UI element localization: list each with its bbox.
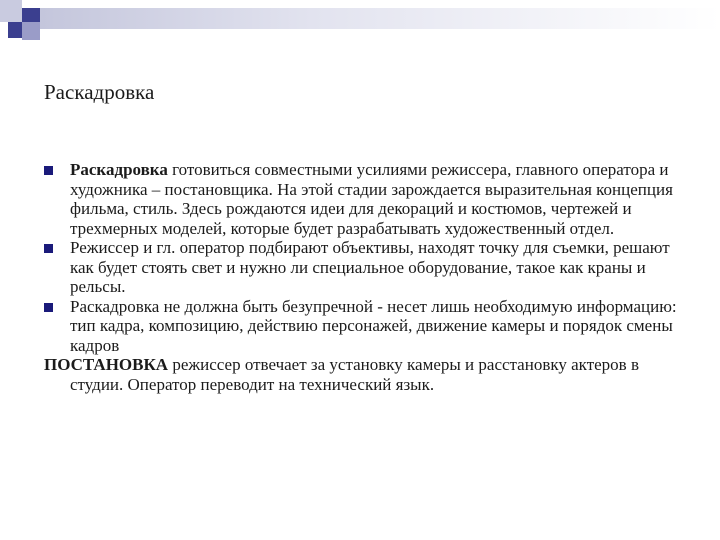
closing-paragraph [44,355,684,394]
deco-square [22,22,40,40]
bullet-item [44,238,684,297]
bullet-item [44,160,684,238]
header-gradient-bar [40,8,720,29]
bullet-bold-lead: Раскадровка [70,160,168,179]
deco-square [22,8,40,22]
square-bullet-icon [44,303,53,312]
bullet-text [70,160,684,238]
bullet-body: Раскадровка не должна быть безупречной - несет лишь необходимую информацию: тип кадра, композицию, действию персонажей, движение камеры и порядок смены кадров [70,296,677,355]
deco-square [22,0,40,8]
decorative-header-band [0,0,720,40]
square-bullet-icon [44,166,53,175]
slide-title: Раскадровка [44,80,155,104]
closing-body: режиссер отвечает за установку камеры и расстановку актеров в студии. Оператор переводит на технический язык. [70,355,639,394]
square-bullet-icon [44,244,53,253]
bullet-item [44,297,684,356]
bullet-body: Режиссер и гл. оператор подбирают объективы, находят точку для съемки, решают как будет стоять свет и нужно ли специальное оборудование, такое как краны и рельсы. [70,238,670,296]
slide-body [44,160,684,394]
deco-square [8,22,22,38]
bullet-body: готовиться совместными усилиями режиссера, главного оператора и художника – постановщика. На этой стадии зарождается выразительная концепция фильма, стиль. Здесь рождаются идеи для декораций и костюмов, чертежей и трехмерных моделей, которые будет разрабатывать художественный отдел. [70,160,673,238]
deco-square [0,0,22,22]
bullet-text [70,297,684,356]
closing-bold-lead: ПОСТАНОВКА [44,355,169,374]
bullet-text [70,238,684,297]
